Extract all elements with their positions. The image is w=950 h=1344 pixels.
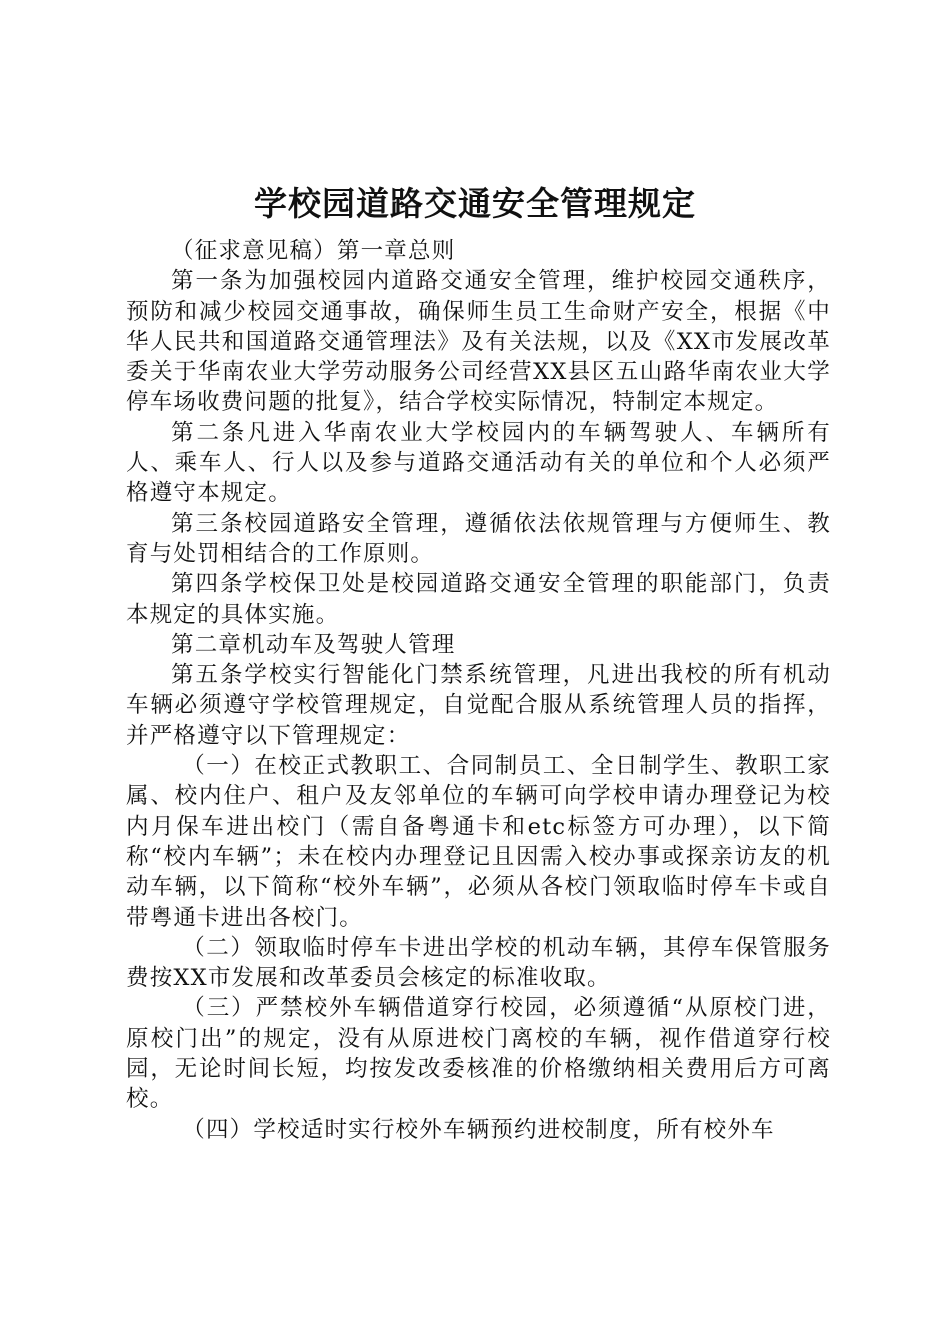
paragraph-draft-note-chapter-1: （征求意见稿）第一章总则 xyxy=(171,238,456,264)
paragraph-item-2: （二）领取临时停车卡进出学校的机动车辆，其停车保管服务费按XX市发展和改革委员会核定的标准收取。 xyxy=(126,934,831,992)
paragraph-article-2: 第二条凡进入华南农业大学校园内的车辆驾驶人、车辆所有人、乘车人、行人以及参与道路交通活动有关的单位和个人必须严格遵守本规定。 xyxy=(126,419,831,507)
paragraph-article-3: 第三条校园道路安全管理，遵循依法依规管理与方便师生、教育与处罚相结合的工作原则。 xyxy=(126,510,831,567)
document-body xyxy=(126,236,831,1145)
document-title: 学校园道路交通安全管理规定 xyxy=(254,184,696,223)
paragraph-item-3: （三）严禁校外车辆借道穿行校园，必须遵循“从原校门进，原校门出”的规定，没有从原进校门离校的车辆，视作借道穿行校园，无论时间长短，均按发改委核准的价格缴纳相关费用后方可离校。 xyxy=(126,995,831,1113)
paragraph-item-1: （一）在校正式教职工、合同制员工、全日制学生、教职工家属、校内住户、租户及友邻单位的车辆可向学校申请办理登记为校内月保车进出校门（需自备粤通卡和etc标签方可办理），以下简称“校内车辆”；未在校内办理登记且因需入校办事或探亲访友的机动车辆，以下简称“校外车辆”，必须从各校门领取临时停车卡或自带粤通卡进出各校门。 xyxy=(126,753,831,931)
paragraph-article-5: 第五条学校实行智能化门禁系统管理，凡进出我校的所有机动车辆必须遵守学校管理规定，自觉配合服从系统管理人员的指挥，并严格遵守以下管理规定： xyxy=(126,662,831,749)
chapter-2-heading: 第二章机动车及驾驶人管理 xyxy=(171,631,456,658)
paragraph-item-4: （四）学校适时实行校外车辆预约进校制度，所有校外车 xyxy=(182,1116,775,1143)
paragraph-article-1: 第一条为加强校园内道路交通安全管理，维护校园交通秩序，预防和减少校园交通事故，确保师生员工生命财产安全，根据《中华人民共和国道路交通管理法》及有关法规，以及《XX市发展改革委关于华南农业大学劳动服务公司经营XX县区五山路华南农业大学停车场收费问题的批复》，结合学校实际情况，特制定本规定。 xyxy=(126,268,831,416)
paragraph-article-4: 第四条学校保卫处是校园道路交通安全管理的职能部门，负责本规定的具体实施。 xyxy=(126,571,831,628)
